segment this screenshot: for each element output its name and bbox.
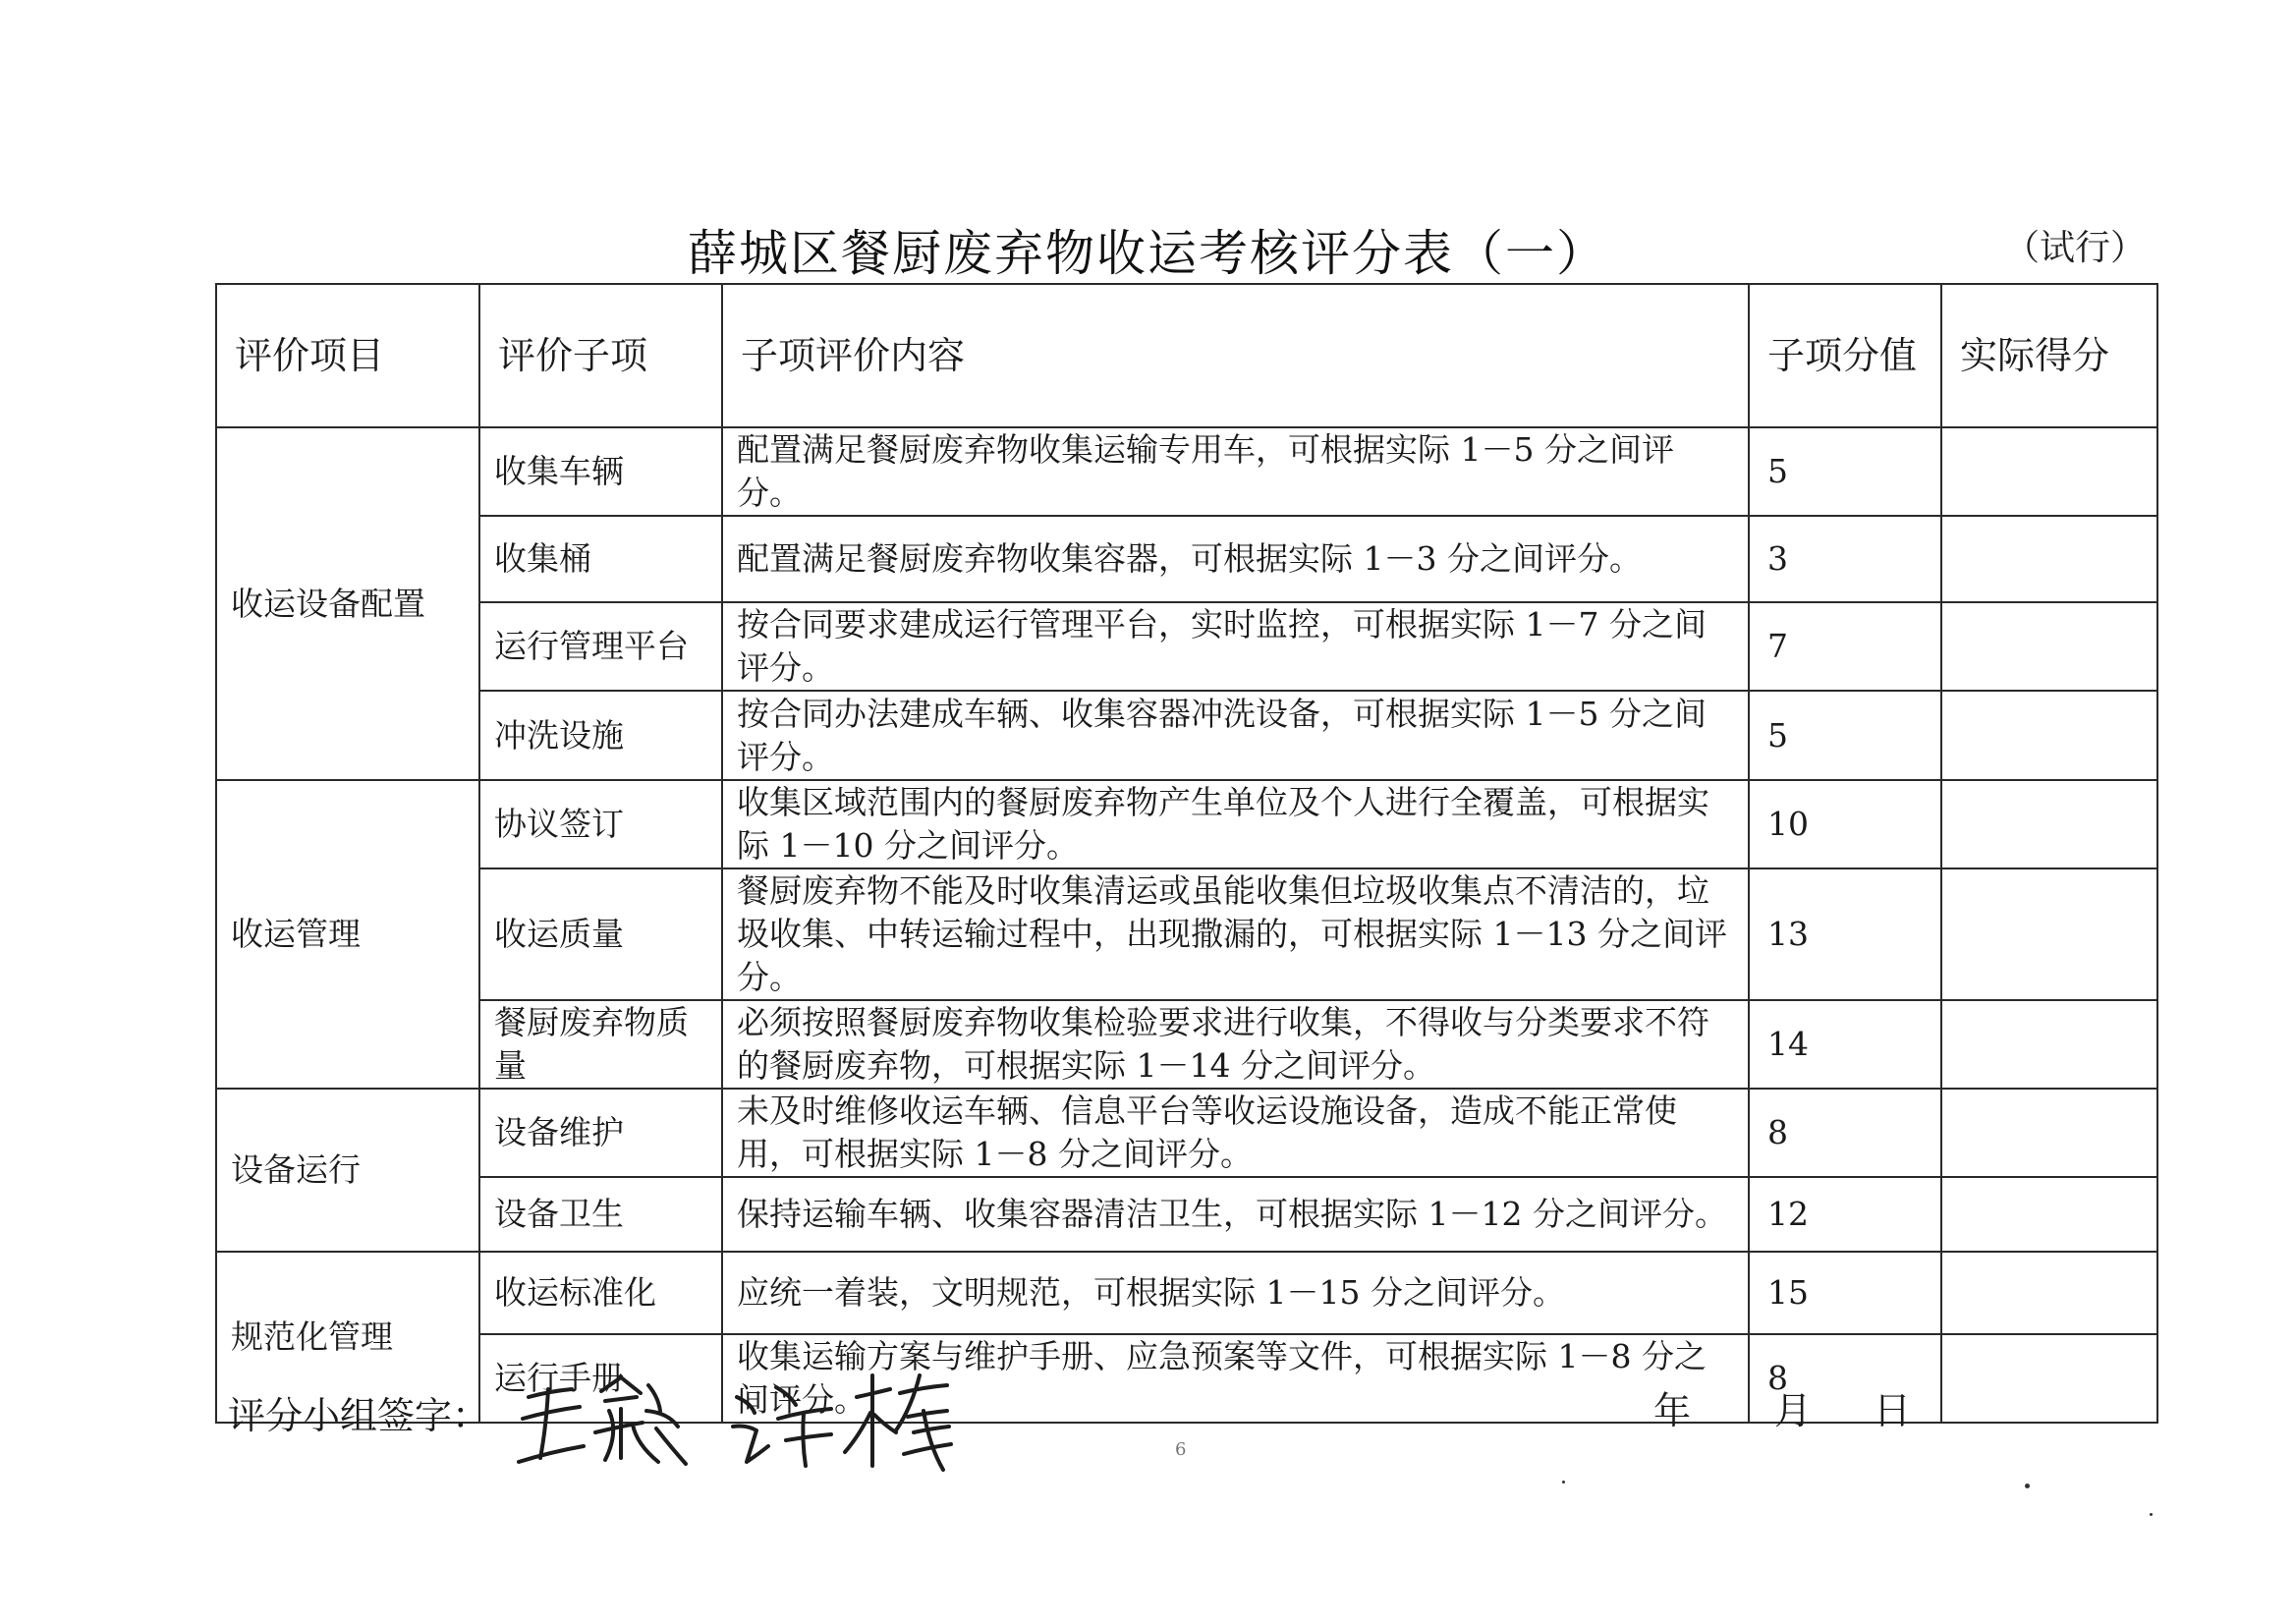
table-row bbox=[216, 516, 2157, 602]
content-cell: 按合同办法建成车辆、收集容器冲洗设备，可根据实际 1－5 分之间评分。 bbox=[722, 691, 1749, 780]
date-year-label: 年 bbox=[1653, 1389, 1692, 1432]
table-row bbox=[216, 1334, 2157, 1423]
actual-score-cell[interactable] bbox=[1941, 1089, 2157, 1177]
subitem-cell: 设备卫生 bbox=[479, 1177, 722, 1252]
content-cell: 保持运输车辆、收集容器清洁卫生，可根据实际 1－12 分之间评分。 bbox=[722, 1177, 1749, 1252]
subitem-cell: 收集桶 bbox=[479, 516, 722, 602]
table-header-row bbox=[216, 284, 2157, 427]
table-row bbox=[216, 1000, 2157, 1089]
header-actual: 实际得分 bbox=[1941, 284, 2157, 427]
content-cell: 配置满足餐厨废弃物收集运输专用车，可根据实际 1－5 分之间评分。 bbox=[722, 427, 1749, 516]
scan-speck bbox=[2150, 1513, 2153, 1516]
actual-score-cell[interactable] bbox=[1941, 1334, 2157, 1423]
score-cell: 8 bbox=[1749, 1089, 1941, 1177]
subitem-cell: 收运质量 bbox=[479, 868, 722, 1000]
table-row bbox=[216, 602, 2157, 691]
content-cell: 必须按照餐厨废弃物收集检验要求进行收集，不得收与分类要求不符的餐厨废弃物，可根据实际 1－14 分之间评分。 bbox=[722, 1000, 1749, 1089]
score-cell: 5 bbox=[1749, 691, 1941, 780]
score-cell: 13 bbox=[1749, 868, 1941, 1000]
table-row bbox=[216, 1089, 2157, 1177]
subitem-cell: 协议签订 bbox=[479, 780, 722, 868]
score-cell: 8 bbox=[1749, 1334, 1941, 1423]
page-number: 6 bbox=[1175, 1439, 1187, 1460]
actual-score-cell[interactable] bbox=[1941, 602, 2157, 691]
table-row bbox=[216, 780, 2157, 868]
score-cell: 10 bbox=[1749, 780, 1941, 868]
subitem-cell: 收运标准化 bbox=[479, 1252, 722, 1334]
actual-score-cell[interactable] bbox=[1941, 1000, 2157, 1089]
score-cell: 5 bbox=[1749, 427, 1941, 516]
score-cell: 12 bbox=[1749, 1177, 1941, 1252]
content-cell: 配置满足餐厨废弃物收集容器，可根据实际 1－3 分之间评分。 bbox=[722, 516, 1749, 602]
trial-note: （试行） bbox=[2004, 228, 2147, 268]
content-cell: 收集运输方案与维护手册、应急预案等文件，可根据实际 1－8 分之间评分。 bbox=[722, 1334, 1749, 1423]
subitem-cell: 运行手册 bbox=[479, 1334, 722, 1423]
subitem-cell: 冲洗设施 bbox=[479, 691, 722, 780]
category-cell: 收运管理 bbox=[216, 780, 479, 1089]
table-row bbox=[216, 1177, 2157, 1252]
category-cell: 设备运行 bbox=[216, 1089, 479, 1252]
actual-score-cell[interactable] bbox=[1941, 868, 2157, 1000]
signature-label: 评分小组签字： bbox=[228, 1394, 490, 1437]
header-subitem: 评价子项 bbox=[479, 284, 722, 427]
table-row bbox=[216, 1252, 2157, 1334]
actual-score-cell[interactable] bbox=[1941, 1177, 2157, 1252]
header-score: 子项分值 bbox=[1749, 284, 1941, 427]
scan-speck bbox=[2025, 1484, 2030, 1488]
header-content: 子项评价内容 bbox=[722, 284, 1749, 427]
content-cell: 按合同要求建成运行管理平台，实时监控，可根据实际 1－7 分之间评分。 bbox=[722, 602, 1749, 691]
date-month-label: 月 bbox=[1774, 1389, 1813, 1432]
content-cell: 收集区域范围内的餐厨废弃物产生单位及个人进行全覆盖，可根据实际 1－10 分之间评分。 bbox=[722, 780, 1749, 868]
actual-score-cell[interactable] bbox=[1941, 780, 2157, 868]
table-row bbox=[216, 691, 2157, 780]
table-row bbox=[216, 427, 2157, 516]
header-category: 评价项目 bbox=[216, 284, 479, 427]
content-cell: 餐厨废弃物不能及时收集清运或虽能收集但垃圾收集点不清洁的，垃圾收集、中转运输过程中，出现撒漏的，可根据实际 1－13 分之间评分。 bbox=[722, 868, 1749, 1000]
actual-score-cell[interactable] bbox=[1941, 691, 2157, 780]
subitem-cell: 餐厨废弃物质量 bbox=[479, 1000, 722, 1089]
date-day-label: 日 bbox=[1874, 1389, 1912, 1432]
category-cell: 规范化管理 bbox=[216, 1252, 479, 1423]
score-cell: 15 bbox=[1749, 1252, 1941, 1334]
score-cell: 7 bbox=[1749, 602, 1941, 691]
form-title: 薛城区餐厨废弃物收运考核评分表（一） bbox=[688, 225, 1607, 282]
scoring-table bbox=[215, 283, 2158, 1424]
content-cell: 应统一着装，文明规范，可根据实际 1－15 分之间评分。 bbox=[722, 1252, 1749, 1334]
scan-speck bbox=[1562, 1481, 1565, 1484]
actual-score-cell[interactable] bbox=[1941, 1252, 2157, 1334]
actual-score-cell[interactable] bbox=[1941, 427, 2157, 516]
subitem-cell: 运行管理平台 bbox=[479, 602, 722, 691]
actual-score-cell[interactable] bbox=[1941, 516, 2157, 602]
score-cell: 3 bbox=[1749, 516, 1941, 602]
content-cell: 未及时维修收运车辆、信息平台等收运设施设备，造成不能正常使用，可根据实际 1－8 分之间评分。 bbox=[722, 1089, 1749, 1177]
subitem-cell: 设备维护 bbox=[479, 1089, 722, 1177]
table-row bbox=[216, 868, 2157, 1000]
category-cell: 收运设备配置 bbox=[216, 427, 479, 780]
score-cell: 14 bbox=[1749, 1000, 1941, 1089]
handwritten-signature bbox=[511, 1368, 963, 1476]
subitem-cell: 收集车辆 bbox=[479, 427, 722, 516]
